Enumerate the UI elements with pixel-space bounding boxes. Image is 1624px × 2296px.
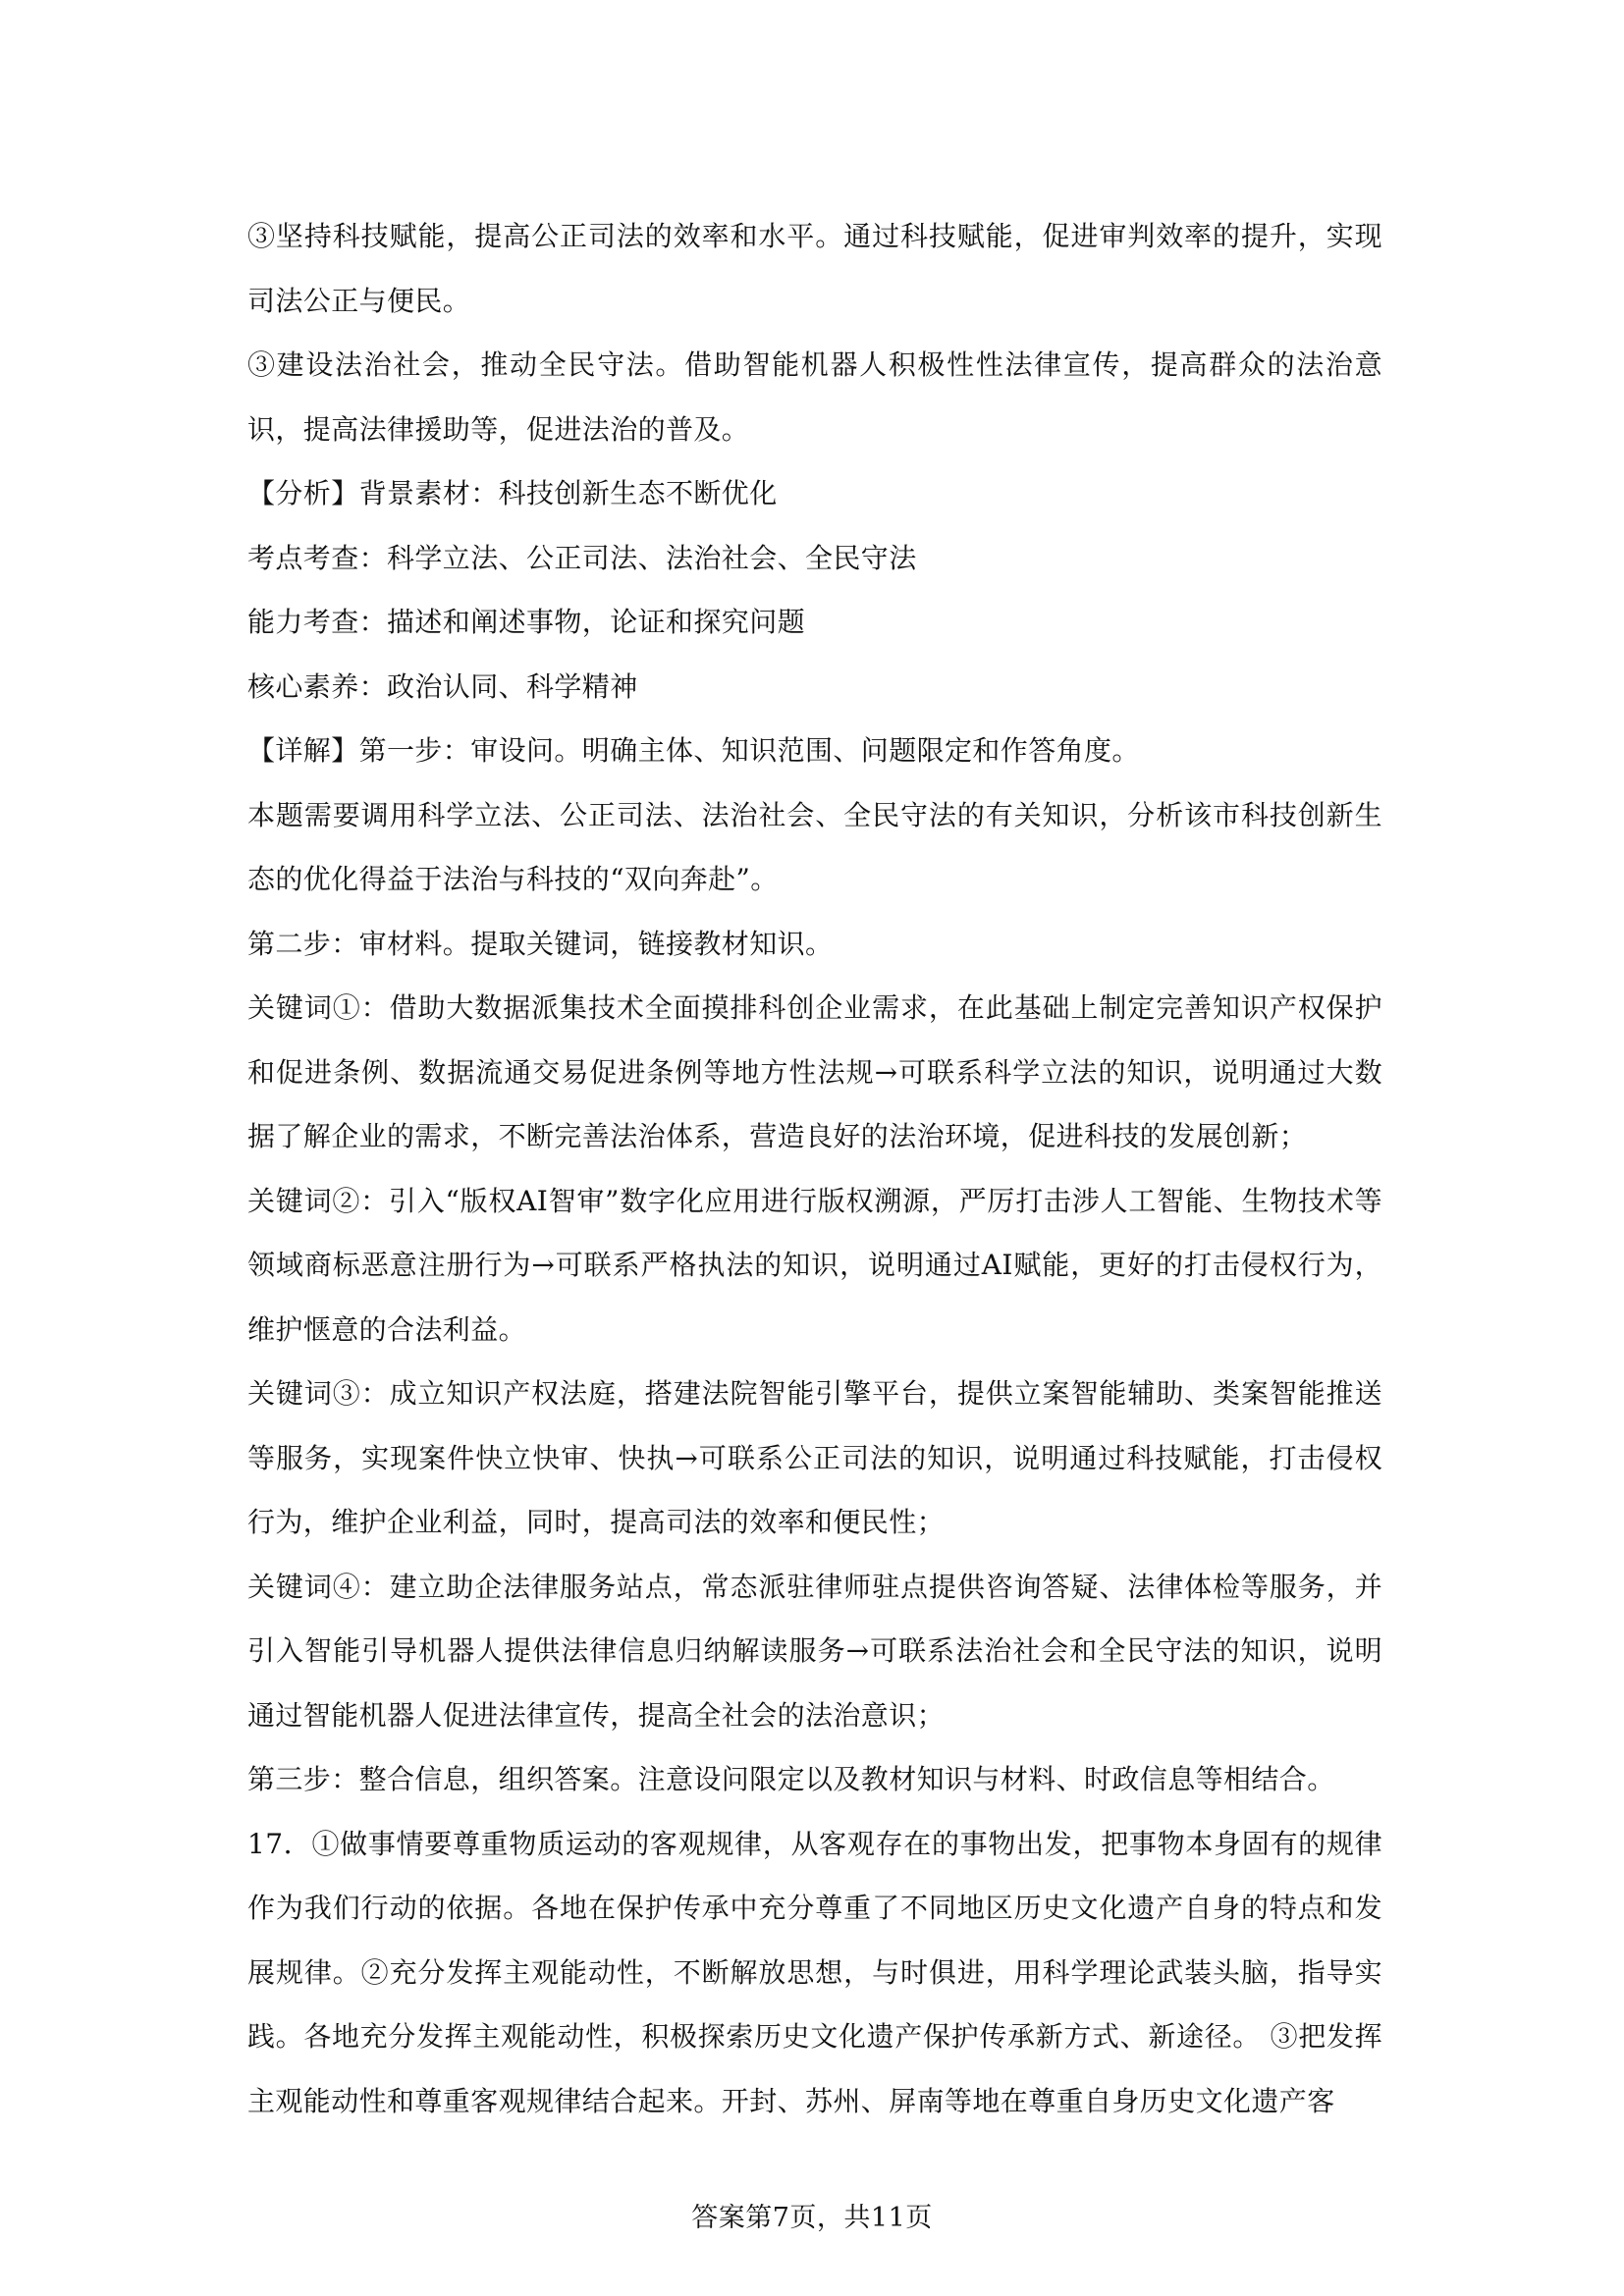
paragraph-analysis-background: 【分析】背景素材：科技创新生态不断优化 [247, 477, 778, 509]
page-number: 答案第7页，共11页 [691, 2203, 933, 2233]
paragraph-keyword-4: 关键词④：建立助企法律服务站点，常态派驻律师驻点提供咨询答疑、法律体检等服务，并引入智能引导机器人提供法律信息归纳解读服务→可联系法治社会和全民守法的知识，说明通过智能机器人促进法律宣传，提高全社会的法治意识； [247, 1570, 1382, 1732]
paragraph-explanation-step1: 【详解】第一步：审设问。明确主体、知识范围、问题限定和作答角度。 [247, 734, 1140, 767]
paragraph-tech-empowerment: ③坚持科技赋能，提高公正司法的效率和水平。通过科技赋能，促进审判效率的提升，实现司法公正与便民。 [247, 220, 1382, 317]
paragraph-question-scope: 本题需要调用科学立法、公正司法、法治社会、全民守法的有关知识，分析该市科技创新生态的优化得益于法治与科技的“双向奔赴”。 [247, 798, 1382, 895]
paragraph-keyword-3: 关键词③：成立知识产权法庭，搭建法院智能引擎平台，提供立案智能辅助、类案智能推送等服务，实现案件快立快审、快执→可联系公正司法的知识，说明通过科技赋能，打击侵权行为，维护企业利益，同时，提高司法的效率和便民性； [247, 1377, 1382, 1538]
paragraph-keyword-1: 关键词①：借助大数据派集技术全面摸排科创企业需求，在此基础上制定完善知识产权保护和促进条例、数据流通交易促进条例等地方性法规→可联系科学立法的知识，说明通过大数据了解企业的需求，不断完善法治体系，营造良好的法治环境，促进科技的发展创新； [247, 991, 1382, 1152]
paragraph-step2: 第二步：审材料。提取关键词，链接教材知识。 [247, 927, 834, 960]
paragraph-core-literacy: 核心素养：政治认同、科学精神 [247, 669, 638, 703]
paragraph-step3: 第三步：整合信息，组织答案。注意设问限定以及教材知识与材料、时政信息等相结合。 [247, 1763, 1335, 1795]
paragraph-rule-of-law-society: ③建设法治社会，推动全民守法。借助智能机器人积极性性法律宣传，提高群众的法治意识，提高法律援助等，促进法治的普及。 [247, 348, 1382, 446]
paragraph-question-17: 17．①做事情要尊重物质运动的客观规律，从客观存在的事物出发，把事物本身固有的规律作为我们行动的依据。各地在保护传承中充分尊重了不同地区历史文化遗产自身的特点和发展规律。②充分发挥主观能动性，不断解放思想，与时俱进，用科学理论武装头脑，指导实践。各地充分发挥主观能动性，积极探索历史文化遗产保护传承新方式、新途径。 ③把发挥主观能动性和尊重客观规律结合起来。开封、苏州、屏南等地在尊重自身历史文化遗产客 [247, 1827, 1382, 2117]
paragraph-knowledge-points: 考点考查：科学立法、公正司法、法治社会、全民守法 [247, 541, 917, 574]
paragraph-ability: 能力考查：描述和阐述事物，论证和探究问题 [247, 606, 806, 638]
answer-body [247, 204, 1382, 2133]
paragraph-keyword-2: 关键词②：引入“版权AI智审”数字化应用进行版权溯源，严厉打击涉人工智能、生物技术等领域商标恶意注册行为→可联系严格执法的知识，说明通过AI赋能，更好的打击侵权行为，维护惬意的合法利益。 [247, 1184, 1382, 1346]
